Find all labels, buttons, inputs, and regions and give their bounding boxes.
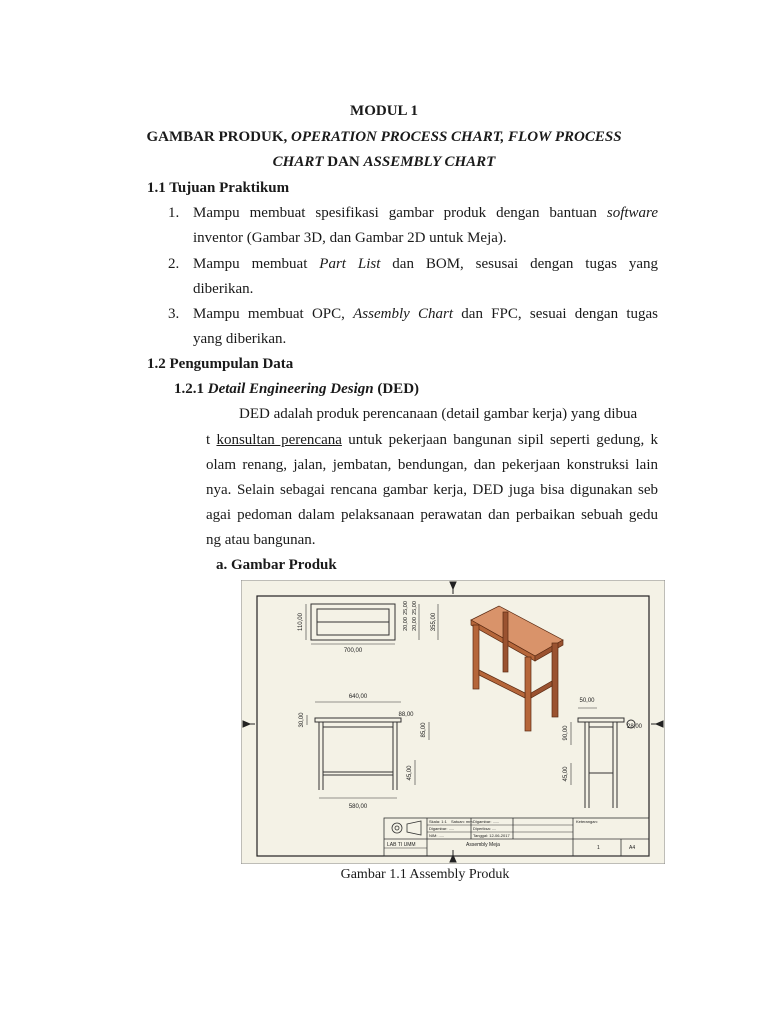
title-block-keterangan: Keterangan: <box>576 819 598 824</box>
list-text: dan BOM, sesusai dengan tugas yang <box>380 256 659 272</box>
paragraph-line-1: DED adalah produk perencanaan (detail gambar kerja) yang dibua <box>239 406 638 422</box>
list-item-3-line2: yang diberikan. <box>193 331 287 347</box>
module-title: MODUL 1 <box>350 103 418 119</box>
title-block-nim: NIM: ..... <box>429 833 445 838</box>
para-underlined: konsultan perencana <box>216 432 342 448</box>
dim-20a-label: 20,00 <box>403 617 409 631</box>
dim-50-label: 50,00 <box>579 698 595 704</box>
dim-85-label: 85,00 <box>421 722 427 738</box>
heading-rest: (DED) <box>373 381 420 397</box>
section-heading-1-2-1 <box>174 381 419 398</box>
dim-355-label: 355,00 <box>431 612 437 632</box>
subheading-gambar-produk: a. Gambar Produk <box>216 557 337 573</box>
subtitle-italic-chart: CHART <box>272 154 324 170</box>
list-number-3: 3. <box>168 306 180 322</box>
dim-45a-label: 45,00 <box>407 765 413 781</box>
title-block-diperiksa: Diperiksa: .... <box>473 826 497 831</box>
table-leg-back-left <box>473 625 479 689</box>
heading-italic: Detail Engineering Design <box>207 381 374 397</box>
list-text: Mampu membuat <box>193 256 320 272</box>
dim-45b-label: 45,00 <box>563 766 569 782</box>
dim-110-label: 110,00 <box>298 613 304 631</box>
list-item-3-line1 <box>193 306 658 323</box>
subtitle-italic-assembly: ASSEMBLY CHART <box>363 154 496 170</box>
module-subtitle-line2 <box>0 154 768 171</box>
paragraph-line-2 <box>206 432 658 449</box>
dim-640-label: 640,00 <box>348 694 368 700</box>
subtitle-dan: DAN <box>323 154 364 170</box>
dim-25a-label: 25,00 <box>403 601 409 615</box>
dim-28-label: 28,00 <box>627 724 643 730</box>
title-block-skala: Skala: 1:1 <box>429 819 447 824</box>
section-heading-1-2: 1.2 Pengumpulan Data <box>147 356 294 372</box>
list-item-2-line1 <box>193 256 658 273</box>
title-block-tanggal: Tanggal: 12-06-2017 <box>473 833 510 838</box>
paragraph-line-4: nya. Selain sebagai rencana gambar kerja, DED juga bisa digunakan seb <box>206 482 658 498</box>
table-leg-front-right <box>552 643 558 717</box>
dim-20b-label: 20,00 <box>412 617 418 631</box>
table-leg-back-right <box>503 612 508 672</box>
list-number-1: 1. <box>168 205 180 221</box>
assembly-drawing <box>241 580 665 864</box>
paragraph-line-5: agai pedoman dalam pelaksanaan perawatan dan perbaikan sebuah gedu <box>206 507 658 523</box>
module-subtitle-line1 <box>0 129 768 146</box>
para-text: t <box>206 432 217 448</box>
title-block-digambar-top: Digambar: ...... <box>473 819 500 824</box>
heading-number: 1.2.1 <box>174 381 208 397</box>
para-text: untuk pekerjaan bangunan sipil seperti gedung, k <box>341 432 658 448</box>
title-block-name: Assembly Meja <box>466 842 500 848</box>
figure-caption: Gambar 1.1 Assembly Produk <box>340 867 510 882</box>
list-italic-text: Part List <box>319 256 381 272</box>
list-italic-text: software <box>606 205 658 221</box>
dim-25b-label: 25,00 <box>412 601 418 615</box>
paragraph-line-6: ng atau bangunan. <box>206 532 316 548</box>
title-block-size: A4 <box>629 845 636 851</box>
dim-90-label: 90,00 <box>563 725 569 741</box>
assembly-drawing-figure <box>241 580 665 864</box>
list-italic-text: Assembly Chart <box>353 306 454 322</box>
dim-700-label: 700,00 <box>343 648 363 654</box>
title-block-digambar: Digambar: ..... <box>429 826 455 831</box>
list-text: Mampu membuat OPC, <box>193 306 354 322</box>
table-leg-front-left <box>525 657 531 731</box>
dim-580-label: 580,00 <box>348 804 368 810</box>
list-item-1-line2: inventor (Gambar 3D, dan Gambar 2D untuk Meja). <box>193 230 507 246</box>
list-item-1-line1 <box>193 205 658 222</box>
list-text: dan FPC, sesuai dengan tugas <box>453 306 658 322</box>
subtitle-italic-text: OPERATION PROCESS CHART, FLOW PROCESS <box>291 129 622 145</box>
subtitle-text: GAMBAR PRODUK, <box>146 129 292 145</box>
section-heading-1-1: 1.1 Tujuan Praktikum <box>147 180 290 196</box>
dim-30-label: 30,00 <box>299 712 305 728</box>
title-block-satuan: Satuan: mm <box>451 819 473 824</box>
dim-88-label: 88,00 <box>398 712 414 718</box>
list-number-2: 2. <box>168 256 180 272</box>
list-text: Mampu membuat spesifikasi gambar produk dengan bantuan <box>193 205 607 221</box>
list-item-2-line2: diberikan. <box>193 281 254 297</box>
paragraph-line-3: olam renang, jalan, jembatan, bendungan, dan pekerjaan konstruksi lain <box>206 457 658 473</box>
title-block-sheet: 1 <box>597 845 600 851</box>
title-block-lab: LAB TI UMM <box>387 842 416 848</box>
